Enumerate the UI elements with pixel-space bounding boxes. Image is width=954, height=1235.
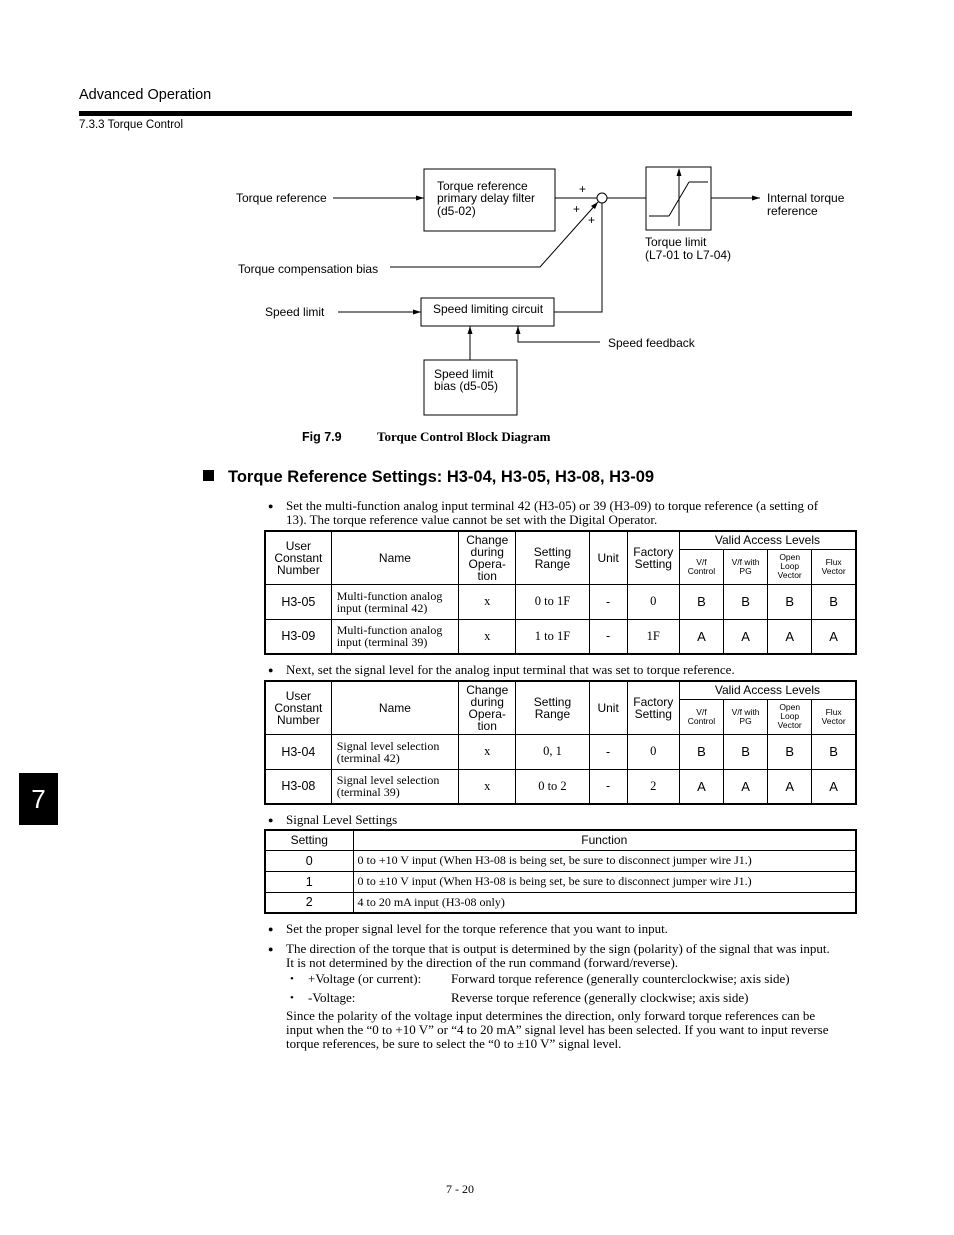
table-row: 0 0 to +10 V input (When H3-08 is being set, be sure to disconnect jumper wire J1.)	[265, 850, 856, 871]
sub2-text: Reverse torque reference (generally clockwise; axis side)	[451, 990, 749, 1005]
header-vf: V/f Control	[679, 699, 723, 734]
header-change: Change during Opera- tion	[459, 531, 516, 584]
para6-line3: torque references, be sure to select the “0 to ±10 V” signal level.	[286, 1036, 622, 1051]
plus-sign: +	[573, 202, 581, 216]
figure-title: Torque Control Block Diagram	[377, 429, 551, 444]
table-row: H3-05 Multi-function analog input (terminal 42) x 0 to 1F - 0 B B B B	[265, 584, 856, 619]
para4: Set the proper signal level for the torque reference that you want to input.	[286, 921, 668, 936]
header-setting-range: Setting Range	[516, 531, 589, 584]
bullet-icon: ●	[268, 815, 274, 825]
sub1-text: Forward torque reference (generally counterclockwise; axis side)	[451, 971, 790, 986]
header-valid-access: Valid Access Levels	[679, 531, 856, 549]
header-factory: Factory Setting	[627, 681, 679, 734]
header-vf-pg: V/f with PG	[724, 549, 768, 584]
bias-label-1: Speed limit	[434, 367, 494, 381]
table-row: H3-09 Multi-function analog input (terminal 39) x 1 to 1F - 1F A A A A	[265, 619, 856, 654]
summing-junction	[597, 193, 607, 203]
figure-number: Fig 7.9	[302, 430, 342, 444]
bullet-icon: ●	[268, 665, 274, 675]
parameter-table-1	[264, 530, 857, 655]
table-row: H3-04 Signal level selection (terminal 42) x 0, 1 - 0 B B B B	[265, 734, 856, 769]
header-name: Name	[331, 531, 458, 584]
sub1-label: +Voltage (or current):	[308, 971, 422, 986]
torque-limit-label-2: (L7-01 to L7-04)	[645, 248, 732, 262]
parameter-table-2	[264, 680, 857, 805]
figure-caption	[302, 429, 550, 445]
header-flux: Flux Vector	[812, 549, 856, 584]
chapter-tab: 7	[19, 773, 58, 825]
para5-line2: It is not determined by the direction of the run command (forward/reverse).	[286, 955, 679, 970]
section-heading-text: Torque Reference Settings: H3-04, H3-05, H3-08, H3-09	[228, 468, 655, 486]
header-open-loop: Open Loop Vector	[768, 549, 812, 584]
label-speed-limiting-circuit: Speed limiting circuit	[433, 302, 544, 316]
table-row: 1 0 to ±10 V input (When H3-08 is being set, be sure to disconnect jumper wire J1.)	[265, 871, 856, 892]
label-compensation-bias: Torque compensation bias	[238, 262, 379, 276]
para5-line1: The direction of the torque that is output is determined by the sign (polarity) of the signal that was input.	[286, 941, 830, 956]
torque-limit-label-1: Torque limit	[645, 235, 707, 249]
page-number: 7 - 20	[446, 1182, 474, 1196]
header-name: Name	[331, 681, 458, 734]
bullet-icon: ●	[268, 924, 274, 934]
header-subtitle: 7.3.3 Torque Control	[79, 119, 183, 131]
internal-torque-label-1: Internal torque	[767, 191, 845, 205]
header-open-loop: Open Loop Vector	[768, 699, 812, 734]
header-flux: Flux Vector	[812, 699, 856, 734]
para6-line1: Since the polarity of the voltage input determines the direction, only forward torque references can be	[286, 1008, 816, 1023]
header-change: Change during Opera- tion	[459, 681, 516, 734]
plus-sign: +	[588, 213, 596, 227]
header-unit: Unit	[589, 531, 627, 584]
header-user-constant: User Constant Number	[265, 681, 331, 734]
para2: Next, set the signal level for the analog input terminal that was set to torque reference.	[286, 662, 735, 677]
signal-level-table	[264, 829, 857, 914]
para1-line1: Set the multi-function analog input terminal 42 (H3-05) or 39 (H3-09) to torque reference (a setting of	[286, 498, 819, 513]
sub-bullet-icon: •	[290, 973, 294, 985]
speed-feedback-line	[518, 326, 600, 342]
filter-label-1: Torque reference	[437, 179, 528, 193]
header-title: Advanced Operation	[79, 87, 212, 103]
header-user-constant: User Constant Number	[265, 531, 331, 584]
header-unit: Unit	[589, 681, 627, 734]
filter-label-3: (d5-02)	[437, 204, 476, 218]
sub-bullet-icon: •	[290, 992, 294, 1004]
header-setting: Setting	[265, 830, 353, 850]
section-heading	[203, 468, 654, 487]
table-row: H3-08 Signal level selection (terminal 39) x 0 to 2 - 2 A A A A	[265, 769, 856, 804]
square-bullet-icon	[203, 470, 214, 481]
header-factory: Factory Setting	[627, 531, 679, 584]
para1-line2: 13). The torque reference value cannot be set with the Digital Operator.	[286, 512, 658, 527]
para6-line2: input when the “0 to +10 V” or “4 to 20 mA” signal level has been selected. If you want to input reverse	[286, 1022, 829, 1037]
internal-torque-label-2: reference	[767, 204, 818, 218]
header-function: Function	[353, 830, 856, 850]
bullet-icon: ●	[268, 944, 274, 954]
label-speed-feedback: Speed feedback	[608, 336, 695, 350]
compensation-line	[390, 202, 598, 267]
plus-sign: +	[579, 182, 587, 196]
bullet-icon: ●	[268, 501, 274, 511]
sub2-label: -Voltage:	[308, 990, 356, 1005]
header-vf: V/f Control	[679, 549, 723, 584]
header-setting-range: Setting Range	[516, 681, 589, 734]
filter-label-2: primary delay filter	[437, 191, 536, 205]
table-row: 2 4 to 20 mA input (H3-08 only)	[265, 892, 856, 913]
label-torque-reference: Torque reference	[236, 191, 327, 205]
bias-label-2: bias (d5-05)	[434, 379, 499, 393]
header-valid-access: Valid Access Levels	[679, 681, 856, 699]
label-speed-limit: Speed limit	[265, 305, 325, 319]
header-vf-pg: V/f with PG	[724, 699, 768, 734]
para3: Signal Level Settings	[286, 812, 398, 827]
